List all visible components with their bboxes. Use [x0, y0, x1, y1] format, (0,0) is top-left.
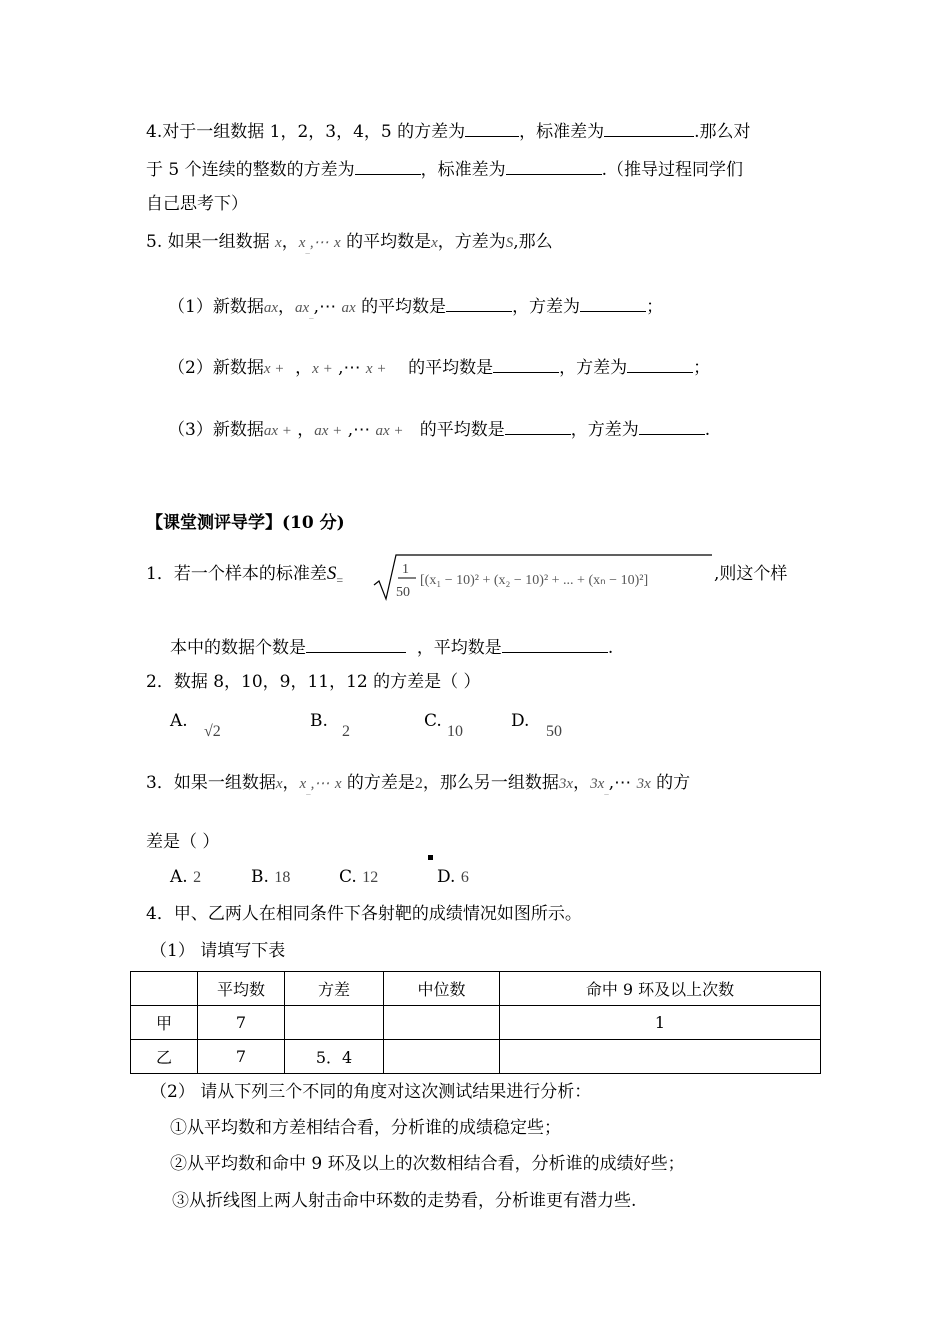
t3-b-label: B. [251, 867, 269, 887]
t2-option-d[interactable] [511, 710, 529, 732]
q5-x1: x [275, 235, 282, 251]
q5-mid: 的平均数是 [346, 232, 432, 252]
t3-option-c[interactable] [339, 866, 378, 889]
q5-s: S [505, 235, 514, 251]
table-header-cell [131, 972, 198, 1006]
t3-c-label: C. [339, 867, 357, 887]
t2-c-label: C. [424, 711, 442, 731]
q4-blank-stddev[interactable] [604, 118, 694, 137]
table-row [131, 1040, 821, 1074]
q4-text-2b: ，标准差为 [420, 160, 506, 180]
table-header-cell: 平均数 [198, 972, 285, 1006]
t3-v: 2 [414, 775, 423, 792]
table-cell: 7 [198, 1006, 285, 1040]
t3-line1: 3．如果一组数据x，$x_{\_},\cdots$ x 的方差是2，那么另一组数据3x，$3x_{\_},\cdots$ 3x 的方 [146, 773, 691, 795]
q4-text-1a: 4.对于一组数据 1，2，3，4，5 的方差为 [146, 122, 466, 142]
t3-option-d[interactable] [437, 866, 469, 889]
t2-b-label: B. [310, 711, 328, 731]
q5-part2: （2）新数据x + ，x + ,⋯ x + 的平均数是 ，方差为 ； [168, 354, 710, 380]
q5-sub2: _ [305, 244, 310, 254]
q5-p1-var: ，方差为 [512, 297, 581, 317]
q5-p3-m3: ax + [375, 423, 404, 439]
t3-tail: 的方 [656, 773, 691, 793]
q4-line2 [146, 156, 743, 181]
t3-dots: ,⋯ [310, 776, 330, 792]
table-cell: 1 [500, 1006, 821, 1040]
q5-xbar: x [431, 235, 438, 251]
t2-a-value: √2 [204, 723, 221, 740]
t1-line2c: . [607, 638, 614, 658]
q5-mid2: ，方差为 [437, 232, 506, 252]
t2-d-label: D. [511, 711, 530, 731]
q5-p1-blank-avg[interactable] [446, 293, 512, 312]
t3-sub: _ [306, 785, 311, 795]
q5-p3-m1: ax + [263, 423, 292, 439]
table-cell: 5．4 [285, 1040, 384, 1074]
q5-sep1: ， [281, 232, 299, 252]
q5-p2-var: ，方差为 [559, 358, 628, 378]
t1-lead: 1．若一个样本的标准差 [146, 564, 327, 584]
q5-p3-var: ，方差为 [570, 420, 639, 440]
q4-line1 [146, 118, 751, 143]
t4-part1: （1） 请填写下表 [150, 941, 286, 961]
q5-xn: x [334, 235, 341, 251]
t1-line2b: ，平均数是 [416, 638, 502, 658]
t1-line2a: 本中的数据个数是 [170, 638, 306, 658]
t2-b-value: 2 [342, 723, 350, 740]
table-header-cell: 中位数 [384, 972, 500, 1006]
q5-p1-avg: 的平均数是 [361, 297, 447, 317]
t1-formula [372, 551, 714, 603]
table-cell[interactable] [384, 1040, 500, 1074]
t3-lead: 3．如果一组数据 [146, 773, 276, 793]
q5-intro [146, 231, 553, 260]
t4-item2: ②从平均数和命中 9 环及以上的次数相结合看，分析谁的成绩好些； [170, 1154, 685, 1174]
t1-line2 [170, 634, 613, 659]
q4-text-1b: ，标准差为 [519, 122, 605, 142]
t1-line1 [146, 563, 343, 591]
t1-frac-num: 1 [402, 562, 409, 577]
t2-c-value: 10 [447, 723, 463, 740]
q4-blank-variance-2[interactable] [355, 156, 421, 175]
q5-p2-semi: ； [693, 358, 711, 378]
t3-c-value: 12 [362, 869, 379, 886]
q5-x2: x [298, 235, 306, 251]
q5-part1: （1）新数据ax，$ax_{\_},\cdots$ ax 的平均数是 ，方差为 ； [168, 293, 663, 325]
q4-blank-stddev-2[interactable] [506, 156, 602, 175]
table-header-row [131, 972, 821, 1006]
table-cell[interactable] [285, 1006, 384, 1040]
t2-option-b[interactable] [310, 710, 328, 732]
q5-end: ,那么 [513, 232, 553, 252]
t3-a-label: A. [170, 867, 188, 887]
t3-yn: 3x [636, 776, 651, 792]
q5-p1-lead: （1）新数据 [168, 297, 264, 317]
q5-p2-m1: x + [263, 361, 285, 377]
t3-xn: x [334, 776, 342, 792]
t2-a-label: A. [170, 711, 188, 731]
t3-line2: 差是（ ） [146, 832, 220, 852]
t1-frac-den: 50 [396, 585, 410, 600]
t2-option-c[interactable] [424, 710, 442, 732]
t2-option-a[interactable] [170, 710, 188, 732]
q5-p1-sub: _ [309, 309, 314, 319]
t2-question: 2．数据 8，10，9，11，12 的方差是（ ） [146, 672, 481, 692]
t3-option-a[interactable] [170, 866, 201, 889]
t3-a-value: 2 [193, 869, 202, 886]
q4-text-1c: .那么对 [694, 122, 751, 142]
q5-part3: （3）新数据ax + ，ax + ,⋯ ax + 的平均数是 ，方差为 . [168, 416, 710, 442]
table-cell: 7 [198, 1040, 285, 1074]
q5-p3-m2: ax + [314, 423, 343, 439]
q5-p3-avg: 的平均数是 [419, 420, 505, 440]
q5-p3-period: . [704, 420, 711, 440]
t1-blank-count[interactable] [306, 634, 406, 653]
t3-mid: 的方差是 [346, 773, 415, 793]
table-header-cell: 命中 9 环及以上次数 [500, 972, 821, 1006]
t3-y1: 3x [558, 776, 574, 792]
t1-s: S [326, 563, 337, 584]
section-title: 【课堂测评导学】(10 分) [146, 513, 345, 533]
table-cell[interactable] [384, 1006, 500, 1040]
t3-d-value: 6 [460, 869, 469, 886]
t1-blank-mean[interactable] [502, 634, 608, 653]
q4-blank-variance[interactable] [465, 118, 519, 137]
table-header-cell: 方差 [285, 972, 384, 1006]
table-row [131, 1006, 821, 1040]
q5-p1-m3: ax [341, 300, 356, 316]
q4-text-2a: 于 5 个连续的整数的方差为 [146, 160, 355, 180]
q5-p2-avg: 的平均数是 [408, 358, 494, 378]
q5-p2-lead: （2）新数据 [168, 358, 264, 378]
q5-p2-blank-var[interactable] [627, 354, 693, 373]
t4-item1: ①从平均数和方差相结合看，分析谁的成绩稳定些； [170, 1118, 561, 1138]
score-table [130, 971, 821, 1074]
q5-p1-m2: ax [295, 300, 310, 316]
t3-sub2: _ [604, 785, 609, 795]
q5-p3-blank-avg[interactable] [505, 416, 571, 435]
q5-lead: 5. 如果一组数据 [146, 232, 270, 252]
t3-b-value: 18 [274, 869, 291, 886]
q4-line3: 自己思考下） [146, 194, 248, 214]
table-cell: 乙 [131, 1040, 198, 1074]
t3-x1: x [275, 776, 283, 792]
table-cell[interactable] [500, 1040, 821, 1074]
t4-item3: ③从折线图上两人射击命中环数的走势看，分析谁更有潜力些. [172, 1191, 637, 1211]
q5-p3-lead: （3）新数据 [168, 420, 264, 440]
q5-p1-semi: ； [646, 297, 664, 317]
q5-p1-blank-var[interactable] [580, 293, 646, 312]
q5-p1-m1: ax [263, 300, 278, 316]
t3-d-label: D. [437, 867, 456, 887]
t4-part2: （2） 请从下列三个不同的角度对这次测试结果进行分析： [150, 1082, 592, 1102]
q4-text-2c: .（推导过程同学们 [601, 160, 744, 180]
t3-mid2: ，那么另一组数据 [422, 773, 559, 793]
t4-question: 4．甲、乙两人在相同条件下各射靶的成绩情况如图所示。 [146, 904, 582, 924]
table-cell: 甲 [131, 1006, 198, 1040]
t1-eq: = [336, 573, 344, 587]
q5-p2-blank-avg[interactable] [493, 354, 559, 373]
q5-p2-m3: x + [365, 361, 387, 377]
t2-d-value: 50 [546, 723, 562, 740]
t3-option-b[interactable] [251, 866, 290, 889]
t3-x2: x [299, 776, 307, 792]
t3-y2: 3x [590, 776, 605, 792]
stray-dot [428, 855, 433, 860]
t1-tail: ,则这个样 [714, 564, 788, 584]
q5-dots: ,⋯ [309, 235, 329, 251]
q5-p2-m2: x + [312, 361, 333, 377]
q5-p3-blank-var[interactable] [639, 416, 705, 435]
t1-expr: [(x₁ − 10)² + (x₂ − 10)² + ... + (xₙ − 10)²] [420, 573, 649, 588]
